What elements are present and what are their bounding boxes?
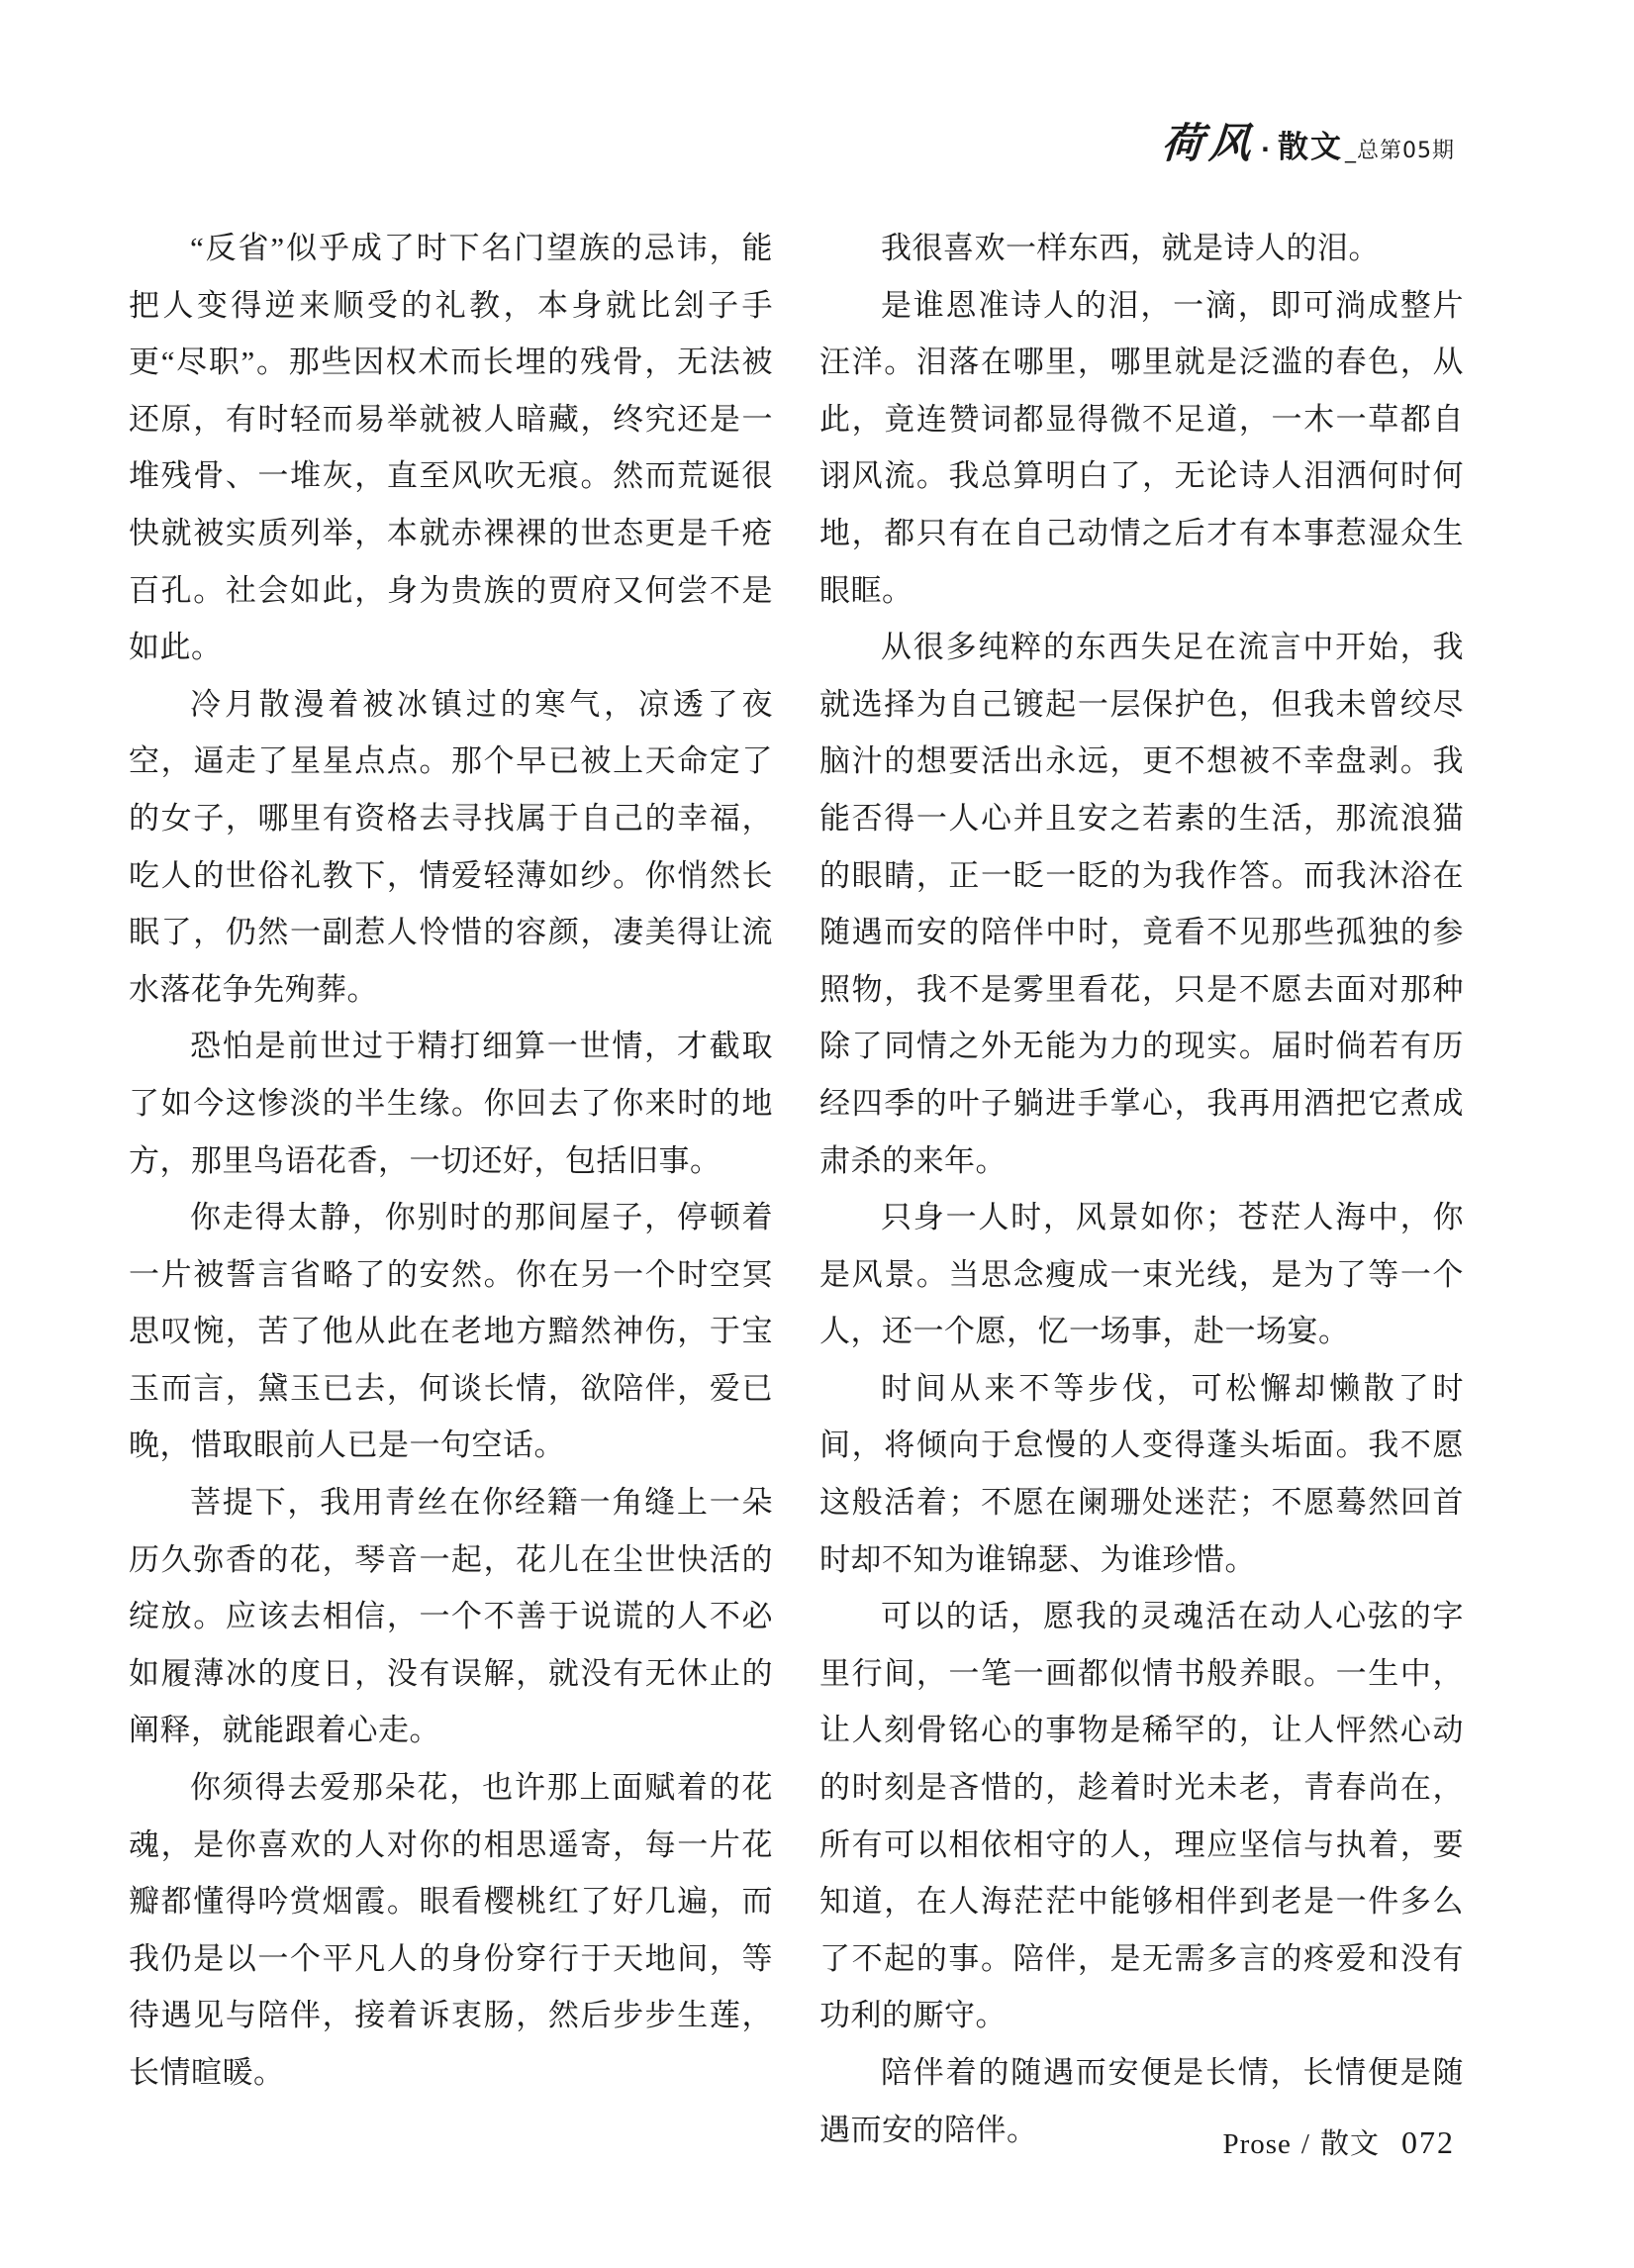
logo-separator: ·: [1260, 136, 1270, 163]
section-title: 散文: [1278, 130, 1343, 165]
paragraph: 我很喜欢一样东西，就是诗人的泪。: [881, 231, 1380, 265]
footer-prose-label: Prose: [1222, 2128, 1292, 2160]
page-number: 072: [1401, 2124, 1455, 2160]
magazine-logo: 荷风: [1159, 119, 1259, 167]
paragraph: 你须得去爱那朵花，也许那上面赋着的花魂，是你喜欢的人对你的相思遥寄，每一片花瓣都懂得吟赏烟霞。眼看樱桃红了好几遍，而我仍是以一个平凡人的身份穿行于天地间，等待遇见与陪伴，接着诉衷肠，然后步步生莲，长情暄暖。: [129, 1770, 773, 2090]
article-body: [129, 220, 1464, 2158]
paragraph: 菩提下，我用青丝在你经籍一角缝上一朵历久弥香的花，琴音一起，花儿在尘世快活的绽放。应该去相信，一个不善于说谎的人不必如履薄冰的度日，没有误解，就没有无休止的阐释，就能跟着心走。: [129, 1485, 773, 1748]
page-footer: [1222, 2121, 1455, 2162]
paragraph: 只身一人时，风景如你；苍茫人海中，你是风景。当思念瘦成一束光线，是为了等一个人，还一个愿，忆一场事，赴一场宴。: [819, 1200, 1464, 1349]
footer-separator: /: [1300, 2128, 1310, 2160]
right-column: [819, 220, 1464, 2158]
footer-section-label: 散文: [1319, 2128, 1380, 2160]
paragraph: 陪伴着的随遇而安便是长情，长情便是随遇而安的陪伴。: [819, 2055, 1464, 2147]
paragraph: “反省”似乎成了时下名门望族的忌讳，能把人变得逆来顺受的礼教，本身就比刽子手更“尽职”。那些因权术而长埋的残骨，无法被还原，有时轻而易举就被人暗藏，终究还是一堆残骨、一堆灰，直至风吹无痕。然而荒诞很快就被实质列举，本就赤裸裸的世态更是千疮百孔。社会如此，身为贵族的贾府又何尝不是如此。: [129, 231, 773, 665]
paragraph: 从很多纯粹的东西失足在流言中开始，我就选择为自己镀起一层保护色，但我未曾绞尽脑汁的想要活出永远，更不想被不幸盘剥。我能否得一人心并且安之若素的生活，那流浪猫的眼睛，正一眨一眨的为我作答。而我沐浴在随遇而安的陪伴中时，竟看不见那些孤独的参照物，我不是雾里看花，只是不愿去面对那种除了同情之外无能为力的现实。届时倘若有历经四季的叶子躺进手掌心，我再用酒把它煮成肃杀的来年。: [819, 630, 1464, 1178]
left-column: [129, 220, 773, 2158]
paragraph: 恐怕是前世过于精打细算一世情，才截取了如今这惨淡的半生缘。你回去了你来时的地方，那里鸟语花香，一切还好，包括旧事。: [129, 1029, 773, 1178]
issue-label: _总第05期: [1345, 139, 1455, 163]
paragraph: 时间从来不等步伐，可松懈却懒散了时间，将倾向于怠慢的人变得蓬头垢面。我不愿这般活着；不愿在阑珊处迷茫；不愿蓦然回首时却不知为谁锦瑟、为谁珍惜。: [819, 1370, 1464, 1577]
paragraph: 可以的话，愿我的灵魂活在动人心弦的字里行间，一笔一画都似情书般养眼。一生中，让人刻骨铭心的事物是稀罕的，让人怦然心动的时刻是吝惜的，趁着时光未老，青春尚在，所有可以相依相守的人，理应坚信与执着，要知道，在人海茫茫中能够相伴到老是一件多么了不起的事。陪伴，是无需多言的疼爱和没有功利的厮守。: [819, 1599, 1464, 2033]
paragraph: 你走得太静，你别时的那间屋子，停顿着一片被誓言省略了的安然。你在另一个时空冥思叹惋，苦了他从此在老地方黯然神伤，于宝玉而言，黛玉已去，何谈长情，欲陪伴，爱已晚，惜取眼前人已是一句空话。: [129, 1200, 773, 1463]
magazine-header: [1159, 111, 1455, 170]
paragraph: 冷月散漫着被冰镇过的寒气，凉透了夜空，逼走了星星点点。那个早已被上天命定了的女子，哪里有资格去寻找属于自己的幸福，吃人的世俗礼教下，情爱轻薄如纱。你悄然长眠了，仍然一副惹人怜惜的容颜，凄美得让流水落花争先殉葬。: [129, 686, 773, 1007]
paragraph: 是谁恩准诗人的泪，一滴，即可淌成整片汪洋。泪落在哪里，哪里就是泛滥的春色，从此，竟连赞词都显得微不足道，一木一草都自诩风流。我总算明白了，无论诗人泪洒何时何地，都只有在自己动情之后才有本事惹湿众生眼眶。: [819, 287, 1464, 608]
